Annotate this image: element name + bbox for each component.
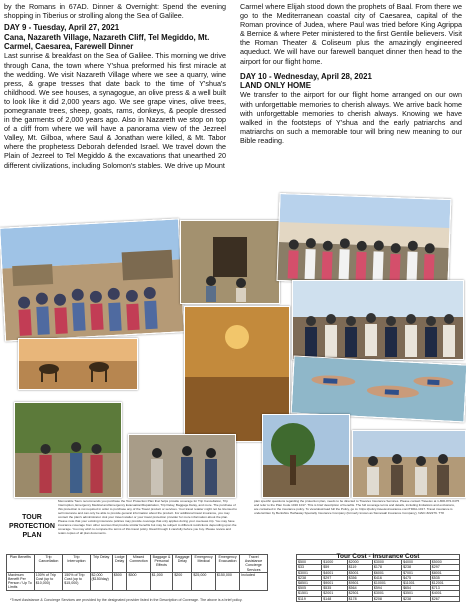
cost-cell: $6001 (372, 570, 401, 575)
cost-cell: $713 (430, 586, 459, 591)
cost-cell: $238 (402, 596, 431, 601)
day9-continuation: Carmel where Elijah stood down the prophets of Baal. From there we go to the Mediterranean coastal city of Caesarea, capital of the Roman province of Judea, where Paul was tried before King Agrippa & Bernice & where Peter ministered to the first Gentile believers. Visit the Roman Theater & Coliseum plus the amazingly engineered aqueduct. We will have our farewell banquet dinner then head to the airport for our flight home. (240, 2, 462, 66)
photo-group-ruins (0, 218, 185, 341)
cost-cell: $59 (322, 565, 347, 570)
photo-olive-trees-group (14, 402, 122, 498)
footnote: *Travel Assistance & Concierge Services are provided by the designated provider listed in the Description of Coverage. The above is a brief policy. (10, 598, 243, 602)
cost-cell: $356 (347, 575, 372, 580)
photo-group-city (277, 193, 452, 287)
cost-cell: $475 (402, 575, 431, 580)
cost-cell: $505 (297, 586, 322, 591)
cost-cell: $9001 (322, 581, 347, 586)
benefit-header: Baggage Delay (173, 555, 192, 573)
cost-cell: $3000 (372, 560, 401, 565)
cost-cell: $119 (297, 596, 322, 601)
day9-subheading: Cana, Nazareth Village, Nazareth Cliff, Tel Megiddo, Mt. Carmel, Caesarea, Farewell Dinner (4, 32, 210, 51)
cost-cell: $3001 (297, 570, 322, 575)
benefit-value: $2,000 ($150/day) (90, 572, 112, 590)
cost-cell: $208 (372, 596, 401, 601)
benefit-header: Emergency Medical (192, 555, 215, 573)
benefit-header: Trip Cancellation (34, 555, 63, 573)
protection-text-left: Memorable Tours recommends you purchase the Tour Protection Plan that helps provide coverage for Trip Cancellation, Trip Interruption, Emergency Medical and Emergency Evacuation/Repatriation, Trip Delay, Baggage Delay, and more. The purchase of this protection is not required in order to purchase any of the Travel product or services. Your travel retailer might not be licensed to sell insurance and can only be able to provide general information about the product. For additional travel insurance, you may contact the plan's administrator. Ask your travel retailer or your travel protection provider for more information about the plan. Please note that your existing insurance policies may provide coverage that only applies during your overseas trip. You may have insurance coverage from other sources that provide similar benefits but may be subject to different restrictions depending upon the coverage. You may wish to compare the terms of this travel policy. Read through it carefully before you buy. Please review and retain copies of all plan documents. (58, 499, 238, 535)
cost-cell: $535 (322, 586, 347, 591)
cost-cell: $500 (297, 560, 322, 565)
photo-boat-group (292, 280, 464, 360)
benefit-header: Lodge Delay (112, 555, 127, 573)
photo-tree-scene (262, 414, 350, 498)
cost-cell: $4001 (322, 570, 347, 575)
cost-table-title: Tour Cost - Insurance Cost (297, 555, 460, 560)
benefit-value: Maximum Benefit Per Person / Up To Limits (7, 572, 35, 590)
benefit-value: 150% of Trip Cost (up to $15,000) (63, 572, 90, 590)
cost-cell: $5000 (430, 560, 459, 565)
benefit-value: $500 (127, 572, 150, 590)
cost-cell: $4000 (402, 560, 431, 565)
day8-continuation: by the Romans in 67AD. Dinner & Overnight: Spend the evening shopping in Tiberius or strolling along the Sea of Galilee. (4, 2, 226, 21)
cost-cell: $654 (402, 586, 431, 591)
benefit-header: Missed Connection (127, 555, 150, 573)
benefit-header: Baggage & Personal Effects (150, 555, 173, 573)
benefit-header: Plan Benefits (7, 555, 35, 573)
benefit-value: $200 (173, 572, 192, 590)
cost-cell: $2501 (347, 591, 372, 596)
day9-body: Last sunrise & breakfast on the Sea of Galilee. This morning we drive through Cana, the town where Y'shua preformed his first miracle at the wedding. We visit Nazareth Village where we see a quarry, wine press, & grape tresses that date back to the time of Y'shua's childhood. We see houses, a synagogue, an olive press & a well built to look like it did 2,000 years ago. We see grape vines, olive trees, pomegranate trees, sheep, goats, rams, donkeys, & people dressed in the garments of 2,000 years ago. Also in Nazareth we stop on top of a cliff from where we will have a panorama view of the Jezreel Valley, Mt. Gilboa, where Saul & Jonathan were killed, & Mt. Tabor where the prophetess Deborah defended Israel. We travel down the Plain of Jezreel to Tel Megiddo & the excavations that unearthed 20 different civilizations, including Solomon's stables. We drive up Mount (4, 51, 226, 170)
left-column (4, 2, 226, 170)
cost-cell: $535 (430, 575, 459, 580)
cost-cell: $5001 (347, 570, 372, 575)
photo-tomb-entrance (180, 220, 280, 304)
cost-cell: $11001 (402, 581, 431, 586)
benefit-value: $500 (112, 572, 127, 590)
day9-heading: DAY 9 - Tuesday, April 27, 2021 (4, 23, 120, 33)
cost-cell: $3001 (372, 591, 401, 596)
cost-cell: $564 (347, 586, 372, 591)
cost-cell: $8501 (297, 581, 322, 586)
cost-cell: $119 (347, 565, 372, 570)
cost-cell: $2000 (347, 560, 372, 565)
cost-cell: $1000 (322, 560, 347, 565)
cost-cell: $33 (297, 565, 322, 570)
benefit-header: Travel Assistance Concierge Services (240, 555, 268, 573)
benefits-value-row (7, 572, 268, 590)
protection-text-right: plan specific questions regarding the protection plan, needs to be directed to Travelex Insurance Services. Please contact Travelex at 1-800-872-0475 and refer to the Plan Code 1016 1017. This is brief description of benefits. The full coverage terms and details, including limitations and exclusions, are contained in the insurance policy. To view/download full the Policy, go to: https://policy.travelexinsurance.com/TI00A-1017. Travel insurance is underwritten by Berkshire Hathaway Specialty Insurance Company (formerly known as Stonewall Insurance Company), NAIC #22276. T78 (254, 499, 460, 515)
benefits-table (6, 554, 268, 591)
benefit-value: $150,000 (215, 572, 239, 590)
cost-cell: $12001 (430, 581, 459, 586)
cost-cell: $594 (372, 586, 401, 591)
cost-cell: $9501 (347, 581, 372, 586)
photo-ruins-group (352, 430, 466, 498)
cost-cell: $3501 (402, 591, 431, 596)
cost-cell: $4001 (430, 591, 459, 596)
cost-cell: $1501 (297, 591, 322, 596)
cost-cell: $2001 (322, 591, 347, 596)
cost-row (297, 596, 460, 601)
photo-stone-wall-group (128, 434, 236, 498)
cost-cell: $238 (297, 575, 322, 580)
benefit-value: $25,000 (192, 572, 215, 590)
photo-dead-sea-float (291, 355, 466, 422)
tour-protection-label: TOUR PROTECTION PLAN (9, 514, 55, 539)
benefit-header: Trip Interruption (63, 555, 90, 573)
benefit-header: Trip Delay (90, 555, 112, 573)
cost-cell: $8001 (430, 570, 459, 575)
right-column (240, 2, 462, 145)
cost-cell: $178 (347, 596, 372, 601)
day10-heading: DAY 10 - Wednesday, April 28, 2021 (240, 71, 372, 81)
cost-cell: $148 (322, 596, 347, 601)
benefits-header-row (7, 555, 268, 573)
cost-cell: $178 (372, 565, 401, 570)
day10-body: We transfer to the airport for our flight home arranged on our own with unforgettable memories to cherish always. We arrive back home with unforgettable memories to cherish always. Knowing we have walked in the footsteps of Y'shua and the early patriarchs and matriarchs on such a memorable tour will bring new meaning to our Bible reading. (240, 90, 462, 145)
cost-cell: $297 (430, 565, 459, 570)
photo-collage (0, 188, 466, 498)
cost-cell: $238 (402, 565, 431, 570)
benefit-value: $1,000 (150, 572, 173, 590)
cost-cell: $7001 (402, 570, 431, 575)
cost-cell: $10001 (372, 581, 401, 586)
cost-cell: $267 (430, 596, 459, 601)
benefit-header: Emergency Evacuation (215, 555, 239, 573)
photo-camel-desert (18, 338, 138, 390)
day10-subheading: LAND ONLY HOME (240, 81, 312, 91)
cost-table (296, 554, 460, 602)
benefit-value: Included (240, 572, 268, 590)
cost-cell: $297 (322, 575, 347, 580)
cost-cell: $416 (372, 575, 401, 580)
benefit-value: 100% of Trip Cost (up to $10,000) (34, 572, 63, 590)
